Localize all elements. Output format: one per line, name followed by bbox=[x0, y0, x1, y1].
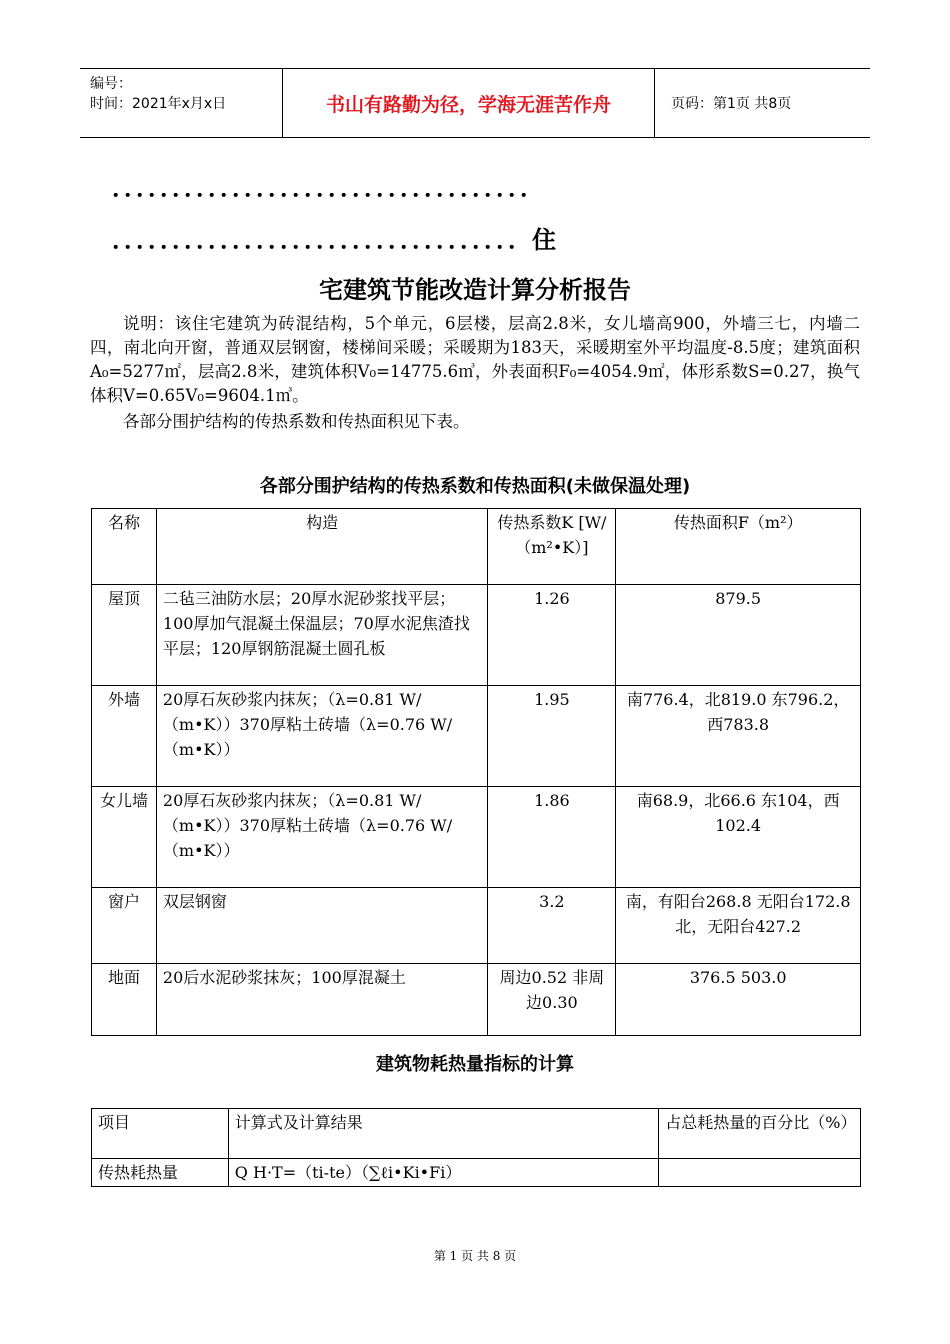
row-item: 传热耗热量 bbox=[92, 1159, 229, 1187]
row-construction: 20厚石灰砂浆内抹灰；（λ=0.81 W/（m•K））370厚粘土砖墙（λ=0.76 W/（m•K）） bbox=[156, 686, 488, 787]
header-area: 传热面积F（m²） bbox=[616, 509, 861, 585]
header-page-info bbox=[665, 69, 870, 137]
dot-leader-1: ．．．．．．．．．．．．．．．．．．．．．．．．．．．．．．．．．．． bbox=[112, 173, 544, 202]
table-row bbox=[92, 585, 861, 686]
header-percent: 占总耗热量的百分比（%） bbox=[659, 1109, 861, 1159]
intro-paragraph-2: 各部分围护结构的传热系数和传热面积见下表。 bbox=[123, 412, 470, 431]
heat-loss-table bbox=[91, 1108, 861, 1187]
header-construction: 构造 bbox=[156, 509, 488, 585]
table1-caption: 各部分围护结构的传热系数和传热面积(未做保温处理) bbox=[259, 476, 691, 497]
row-k: 1.26 bbox=[488, 585, 616, 686]
dot-leader-2: ．．．．．．．．．．．．．．．．．．．．．．．．．．．．．．．．．．住 bbox=[112, 225, 556, 254]
row-formula: Q H·T=（ti-te）（∑ℓi•Ki•Fi） bbox=[228, 1159, 658, 1187]
table-row bbox=[92, 787, 861, 888]
table-header-row bbox=[92, 509, 861, 585]
table-row bbox=[92, 1159, 861, 1187]
row-k: 3.2 bbox=[488, 888, 616, 964]
page-footer: 第 1 页 共 8 页 bbox=[433, 1249, 517, 1263]
header-name: 名称 bbox=[92, 509, 157, 585]
row-name: 外墙 bbox=[92, 686, 157, 787]
page-title: 宅建筑节能改造计算分析报告 bbox=[319, 276, 631, 304]
row-name: 女儿墙 bbox=[92, 787, 157, 888]
page-header bbox=[80, 68, 870, 138]
row-name: 窗户 bbox=[92, 888, 157, 964]
table-row bbox=[92, 888, 861, 964]
row-k: 1.95 bbox=[488, 686, 616, 787]
time-label: 时间：2021年x月x日 bbox=[90, 96, 227, 112]
row-name: 屋顶 bbox=[92, 585, 157, 686]
row-k: 1.86 bbox=[488, 787, 616, 888]
serial-label: 编号： bbox=[90, 76, 132, 92]
row-area: 南68.9，北66.6 东104，西102.4 bbox=[616, 787, 861, 888]
row-area: 879.5 bbox=[616, 585, 861, 686]
row-construction: 二毡三油防水层；20厚水泥砂浆找平层；100厚加气混凝土保温层；70厚水泥焦渣找平层；120厚钢筋混凝土圆孔板 bbox=[156, 585, 488, 686]
header-item: 项目 bbox=[92, 1109, 229, 1159]
intro-paragraph: 说明：该住宅建筑为砖混结构，5个单元，6层楼，层高2.8米，女儿墙高900，外墙三七，内墙二四，南北向开窗，普通双层钢窗，楼梯间采暖；采暖期为183天，采暖期室外平均温度-8.5度；建筑面积A₀=5277㎡，层高2.8米，建筑体积V₀=14775.6㎥，外表面积F₀=4054.9㎡，体形系数S=0.27，换气体积V=0.65V₀=9604.1㎥。 bbox=[90, 314, 860, 405]
row-percent bbox=[659, 1159, 861, 1187]
header-meta bbox=[80, 69, 283, 137]
table-row bbox=[92, 686, 861, 787]
header-motto: 书山有路勤为径，学海无涯苦作舟 bbox=[283, 69, 655, 137]
header-formula: 计算式及计算结果 bbox=[228, 1109, 658, 1159]
row-construction: 双层钢窗 bbox=[156, 888, 488, 964]
row-construction: 20后水泥砂浆抹灰；100厚混凝土 bbox=[156, 964, 488, 1036]
row-k: 周边0.52 非周边0.30 bbox=[488, 964, 616, 1036]
row-name: 地面 bbox=[92, 964, 157, 1036]
table-row bbox=[92, 964, 861, 1036]
header-k: 传热系数K [W/（m²•K）] bbox=[488, 509, 616, 585]
table-header-row bbox=[92, 1109, 861, 1159]
envelope-table bbox=[91, 508, 861, 1036]
table2-caption: 建筑物耗热量指标的计算 bbox=[376, 1054, 574, 1075]
row-area: 376.5 503.0 bbox=[616, 964, 861, 1036]
row-area: 南776.4，北819.0 东796.2，西783.8 bbox=[616, 686, 861, 787]
row-area: 南，有阳台268.8 无阳台172.8 北，无阳台427.2 bbox=[616, 888, 861, 964]
page-info-text: 页码：第1页 共8页 bbox=[671, 96, 792, 112]
row-construction: 20厚石灰砂浆内抹灰；（λ=0.81 W/（m•K））370厚粘土砖墙（λ=0.76 W/（m•K）） bbox=[156, 787, 488, 888]
